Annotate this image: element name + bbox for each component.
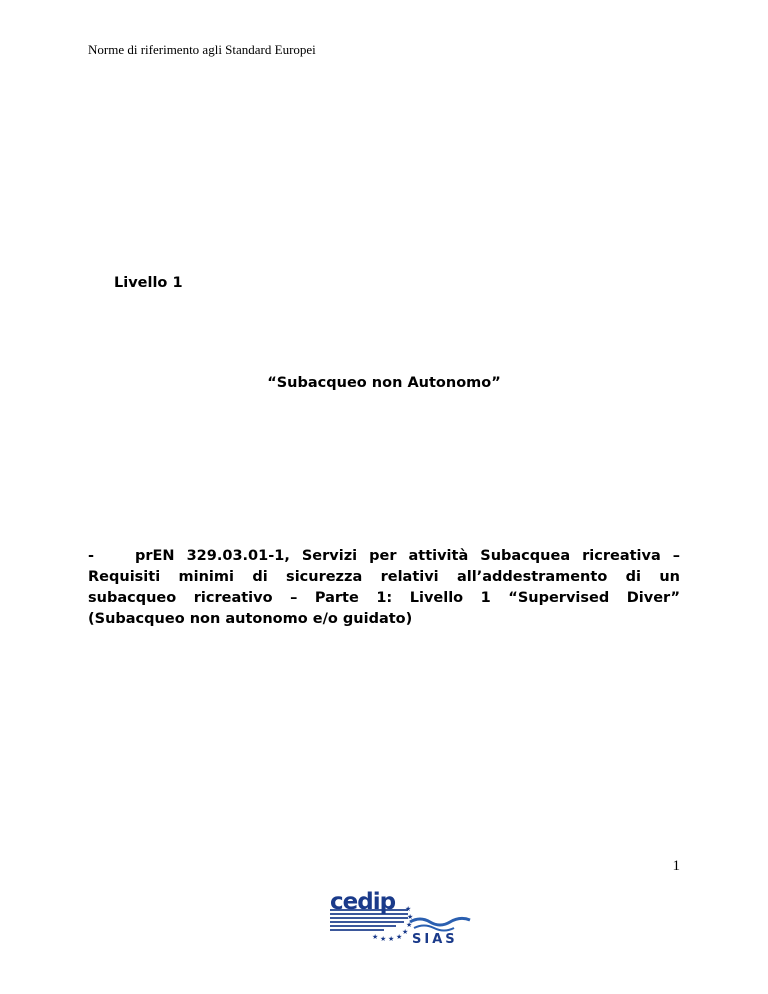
level-title: Livello 1: [114, 275, 183, 291]
svg-text:★: ★: [396, 933, 403, 941]
svg-text:★: ★: [407, 913, 414, 921]
logo-wordmark: cedip: [330, 889, 396, 915]
svg-text:★: ★: [380, 935, 387, 943]
logo-subtext: SIAS: [412, 932, 458, 946]
list-dash: -: [88, 548, 95, 564]
svg-text:★: ★: [402, 928, 409, 936]
svg-text:★: ★: [372, 933, 379, 941]
svg-text:★: ★: [388, 935, 395, 943]
document-subtitle: “Subacqueo non Autonomo”: [267, 375, 501, 391]
standard-reference-text: prEN 329.03.01-1, Servizi per attività Subacquea ricreativa – Requisiti minimi di sicurezza relativi all’addestramento di un subacqueo ricreativo – Parte 1: Livello 1 “Supervised Diver” (Subacqueo non autonomo e/o guidato): [88, 548, 680, 627]
svg-text:★: ★: [405, 905, 412, 913]
page-header: Norme di riferimento agli Standard Europei: [88, 42, 316, 57]
svg-text:★: ★: [406, 921, 413, 929]
page-number: 1: [672, 858, 680, 874]
cedip-sias-logo-icon: [326, 888, 471, 946]
standard-reference: [88, 546, 680, 630]
